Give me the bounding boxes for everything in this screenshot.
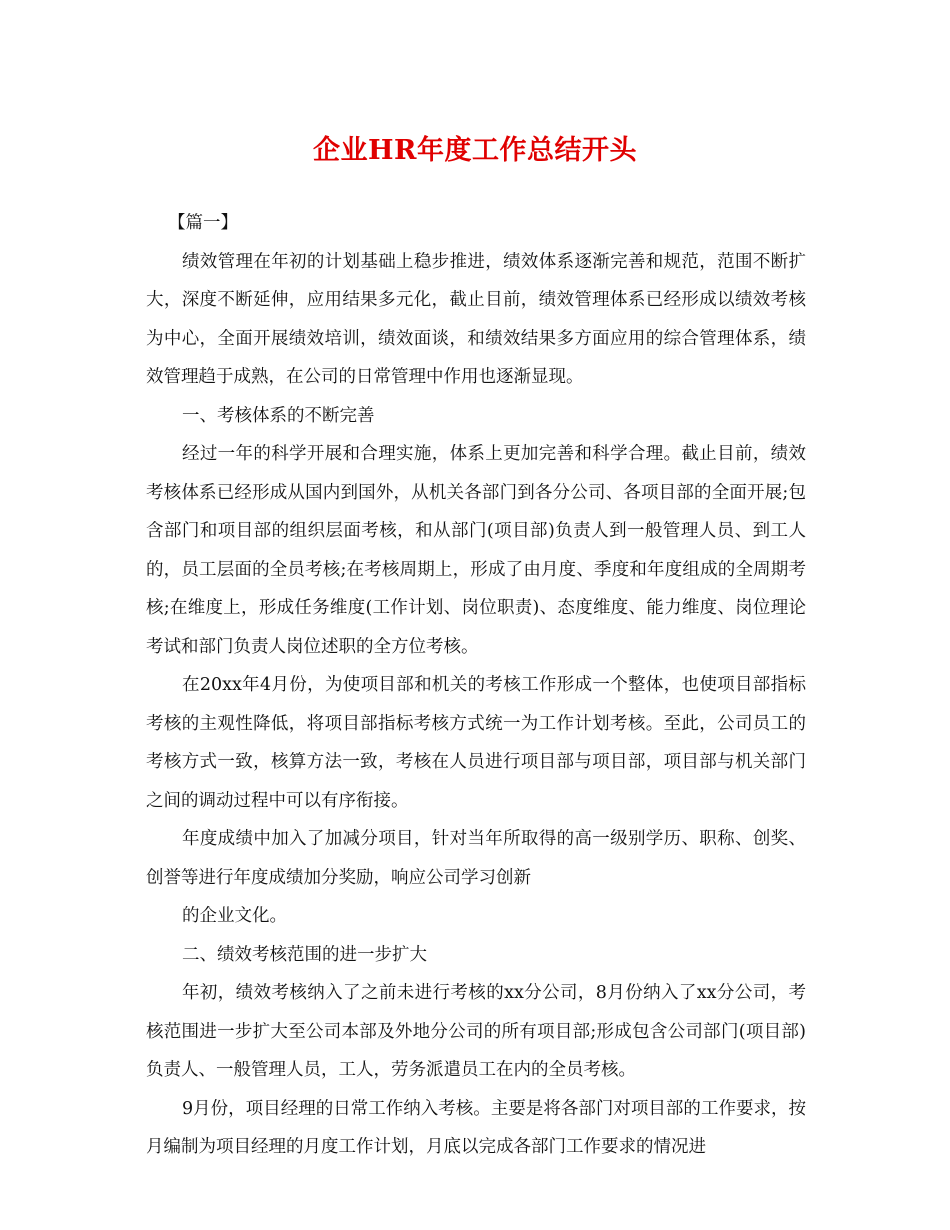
paragraph-intro: 绩效管理在年初的计划基础上稳步推进，绩效体系逐渐完善和规范，范围不断扩大，深度不断延伸，应用结果多元化，截止目前，绩效管理体系已经形成以绩效考核为中心，全面开展绩效培训，绩效面谈，和绩效结果多方面应用的综合管理体系，绩效管理趋于成熟，在公司的日常管理中作用也逐渐显现。 — [146, 251, 806, 387]
paragraph-scope: 年初，绩效考核纳入了之前未进行考核的xx分公司，8月份纳入了xx分公司，考核范围进一步扩大至公司本部及外地分公司的所有项目部;形成包含公司部门(项目部)负责人、一般管理人员，工人，劳务派遣员工在内的全员考核。 — [146, 983, 806, 1080]
paragraph-april: 在20xx年4月份，为使项目部和机关的考核工作形成一个整体，也使项目部指标考核的主观性降低，将项目部指标考核方式统一为工作计划考核。至此，公司员工的考核方式一致，核算方法一致，考核在人员进行项目部与项目部，项目部与机关部门之间的调动过程中可以有序衔接。 — [146, 675, 806, 811]
paragraph-culture: 的企业文化。 — [182, 906, 287, 926]
paragraph-system: 经过一年的科学开展和合理实施，体系上更加完善和科学合理。截止目前，绩效考核体系已经形成从国内到国外，从机关各部门到各分公司、各项目部的全面开展;包含部门和项目部的组织层面考核，和从部门(项目部)负责人到一般管理人员、到工人的，员工层面的全员考核;在考核周期上，形成了由月度、季度和年度组成的全周期考核;在维度上，形成任务维度(工作计划、岗位职责)、态度维度、能力维度、岗位理论考试和部门负责人岗位述职的全方位考核。 — [146, 444, 806, 657]
document-title: 企业HR年度工作总结开头 — [313, 135, 637, 166]
paragraph-bonus: 年度成绩中加入了加减分项目，针对当年所取得的高一级别学历、职称、创奖、创誉等进行年度成绩加分奖励，响应公司学习创新 — [146, 829, 806, 888]
document-body — [146, 204, 806, 1167]
paragraph-september: 9月份，项目经理的日常工作纳入考核。主要是将各部门对项目部的工作要求，按月编制为项目经理的月度工作计划，月底以完成各部门工作要求的情况进 — [146, 1098, 806, 1157]
section-label: 【篇一】 — [168, 213, 238, 233]
section-heading-2: 二、绩效考核范围的进一步扩大 — [182, 944, 427, 965]
section-heading-1: 一、考核体系的不断完善 — [182, 405, 375, 426]
